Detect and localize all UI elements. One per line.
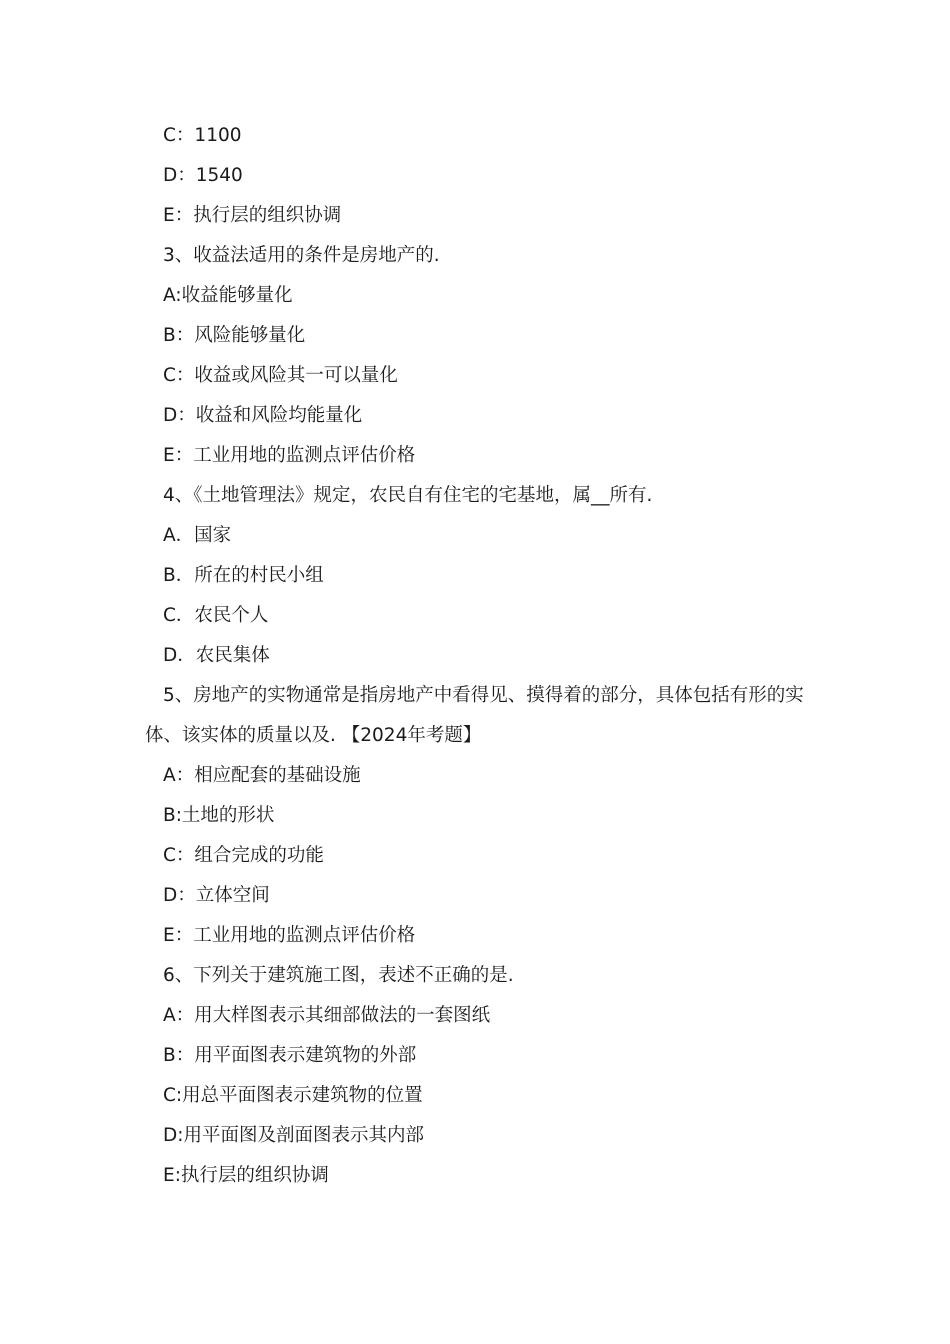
question-6: 6、下列关于建筑施工图，表述不正确的是. <box>163 965 514 986</box>
option-c-q4: C．农民个人 <box>163 605 269 626</box>
option-c-q5: C：组合完成的功能 <box>163 845 324 866</box>
option-d-q3: D：收益和风险均能量化 <box>163 405 363 426</box>
option-e-q6: E:执行层的组织协调 <box>163 1165 329 1186</box>
option-b-q5: B:土地的形状 <box>163 805 275 826</box>
document-body <box>145 116 805 1196</box>
option-d-q6: D:用平面图及剖面图表示其内部 <box>163 1125 424 1146</box>
option-d-q5: D：立体空间 <box>163 885 270 906</box>
option-d-q4: D．农民集体 <box>163 645 270 666</box>
option-b-q4: B．所在的村民小组 <box>163 565 324 586</box>
option-a-q3: A:收益能够量化 <box>163 285 293 306</box>
option-b-q6: B：用平面图表示建筑物的外部 <box>163 1045 417 1066</box>
option-a-q4: A．国家 <box>163 525 232 546</box>
option-c-q2: C：1100 <box>163 125 242 146</box>
option-e-q3: E：工业用地的监测点评估价格 <box>163 445 416 466</box>
question-4: 4、《土地管理法》规定，农民自有住宅的宅基地，属__所有. <box>163 485 653 506</box>
option-a-q6: A：用大样图表示其细部做法的一套图纸 <box>163 1005 491 1026</box>
option-e-q2: E：执行层的组织协调 <box>163 205 342 226</box>
option-c-q3: C：收益或风险其一可以量化 <box>163 365 398 386</box>
question-5: 5、房地产的实物通常是指房地产中看得见、摸得着的部分，具体包括有形的实体、该实体的质量以及. 【2024年考题】 <box>145 685 804 746</box>
option-c-q6: C:用总平面图表示建筑物的位置 <box>163 1085 423 1106</box>
option-b-q3: B：风险能够量化 <box>163 325 306 346</box>
option-a-q5: A：相应配套的基础设施 <box>163 765 361 786</box>
option-d-q2: D：1540 <box>163 165 243 186</box>
option-e-q5: E：工业用地的监测点评估价格 <box>163 925 416 946</box>
question-3: 3、收益法适用的条件是房地产的. <box>163 245 440 266</box>
